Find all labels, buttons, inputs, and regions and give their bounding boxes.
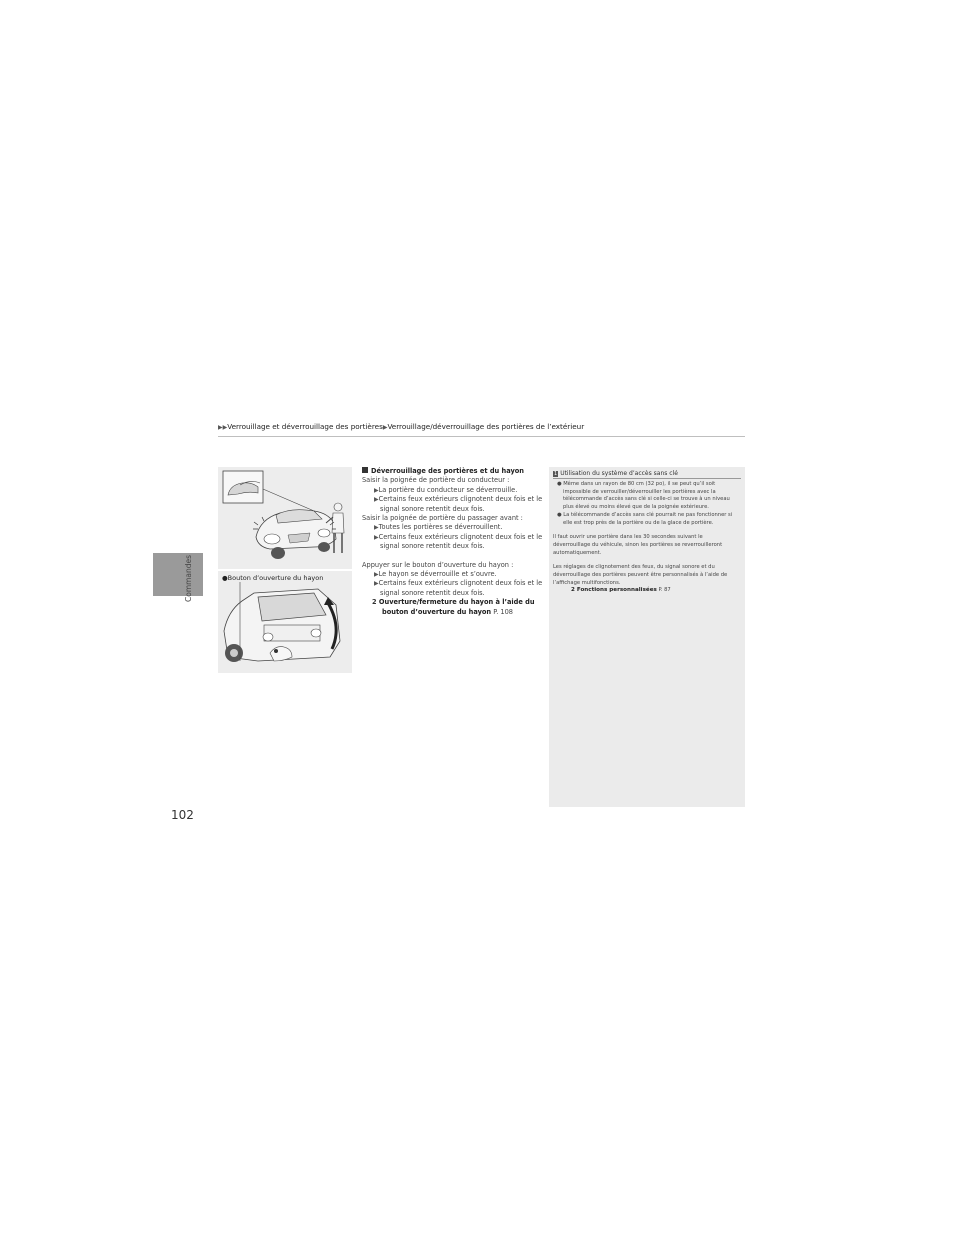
- illustration-tailgate: [218, 571, 352, 673]
- tailgate-button-callout: Bouton d’ouverture du hayon: [227, 574, 324, 582]
- tailgate-reference-link[interactable]: 2 Ouverture/fermeture du hayon à l’aide du bouton d’ouverture du hayon P. 108: [372, 598, 535, 616]
- reference-icon: 2: [372, 598, 379, 607]
- section-square-icon: [362, 467, 368, 473]
- bullet-dot-icon: ●: [557, 481, 564, 487]
- page-number: 102: [171, 808, 194, 822]
- note-number-icon: 1: [554, 471, 558, 477]
- car-tailgate-drawing: [218, 571, 352, 673]
- tailgate-intro: Appuyer sur le bouton d’ouverture du hayon :: [362, 560, 514, 569]
- main-text: [362, 467, 544, 617]
- driver-bullet-2: ▶Certains feux extérieurs clignotent deux fois et le signal sonore retentit deux fois.: [374, 495, 543, 513]
- sidebar-body: [553, 481, 739, 595]
- arrow-icon: ▶: [374, 580, 379, 588]
- double-arrow-icon: ▶▶: [218, 424, 228, 431]
- driver-bullet-1: ▶La portière du conducteur se déverrouille.: [374, 485, 518, 494]
- section-title: [362, 467, 544, 476]
- reference-icon: 2: [571, 587, 577, 594]
- sidebar-reference-link[interactable]: 2 Fonctions personnalisées P. 87: [571, 587, 671, 594]
- callout-label: [220, 574, 325, 582]
- reference-page: P. 87: [658, 587, 671, 594]
- reference-page: P. 108: [493, 607, 513, 616]
- arrow-icon: ▶: [374, 486, 379, 494]
- arrow-icon: ▶: [374, 496, 379, 504]
- callout-leader-icon: ●: [222, 574, 228, 582]
- driver-intro: Saisir la poignée de portière du conducteur :: [362, 476, 510, 485]
- sidebar-title: [553, 470, 678, 477]
- bullet-dot-icon: ●: [557, 511, 564, 518]
- arrow-icon: ▶: [374, 524, 379, 532]
- chapter-tab-label: Commandes: [184, 554, 193, 602]
- passenger-bullet-1: ▶Toutes les portières se déverrouillent.: [374, 523, 503, 532]
- arrow-icon: ▶: [374, 533, 379, 541]
- sidebar-note: [549, 467, 745, 807]
- passenger-intro: Saisir la poignée de portière du passager avant :: [362, 514, 523, 523]
- sidebar-paragraph-2: Les réglages de clignotement des feux, du signal sonore et du déverrouillage des portières peuvent être personnalisés à l’aide de l’affichage multifonctions.: [553, 564, 728, 586]
- tailgate-bullet-1: ▶Le hayon se déverrouille et s’ouvre.: [374, 570, 497, 579]
- arrow-icon: ▶: [382, 424, 388, 431]
- header-divider: [218, 436, 745, 437]
- breadcrumb-item-2[interactable]: Verrouillage/déverrouillage des portières de l’extérieur: [387, 422, 585, 431]
- passenger-bullet-2: ▶Certains feux extérieurs clignotent deux fois et le signal sonore retentit deux fois.: [374, 532, 543, 551]
- breadcrumb: [218, 422, 584, 431]
- sidebar-bullet-2: ● La télécommande d’accès sans clé pourrait ne pas fonctionner si elle est trop près de la portière ou de la glace de portière.: [557, 511, 733, 526]
- arrow-icon: ▶: [374, 571, 379, 579]
- sidebar-paragraph-1: Il faut ouvrir une portière dans les 30 secondes suivant le déverrouillage du véhicule, sinon les portières se reverrouilleront automatiquement.: [553, 534, 723, 556]
- tailgate-bullet-2: ▶Certains feux extérieurs clignotent deux fois et le signal sonore retentit deux fois.: [374, 579, 543, 597]
- sidebar-divider: [553, 478, 741, 479]
- chapter-tab[interactable]: [153, 553, 203, 596]
- breadcrumb-item-1[interactable]: Verrouillage et déverrouillage des portières: [227, 422, 383, 431]
- sidebar-bullet-1: ● Même dans un rayon de 80 cm (32 po), il se peut qu’il soit impossible de verrouiller/déverrouiller les portières avec la télécommande d’accès sans clé si celle-ci se trouve à un niveau plus élevé ou moins élevé que de la poignée extérieure.: [557, 481, 730, 511]
- sidebar-title-text: Utilisation du système d’accès sans clé: [560, 470, 678, 477]
- illustration-door-handle: [218, 467, 352, 569]
- section-title-text: Déverrouillage des portières et du hayon: [371, 467, 524, 475]
- car-door-handle-drawing: [218, 467, 352, 569]
